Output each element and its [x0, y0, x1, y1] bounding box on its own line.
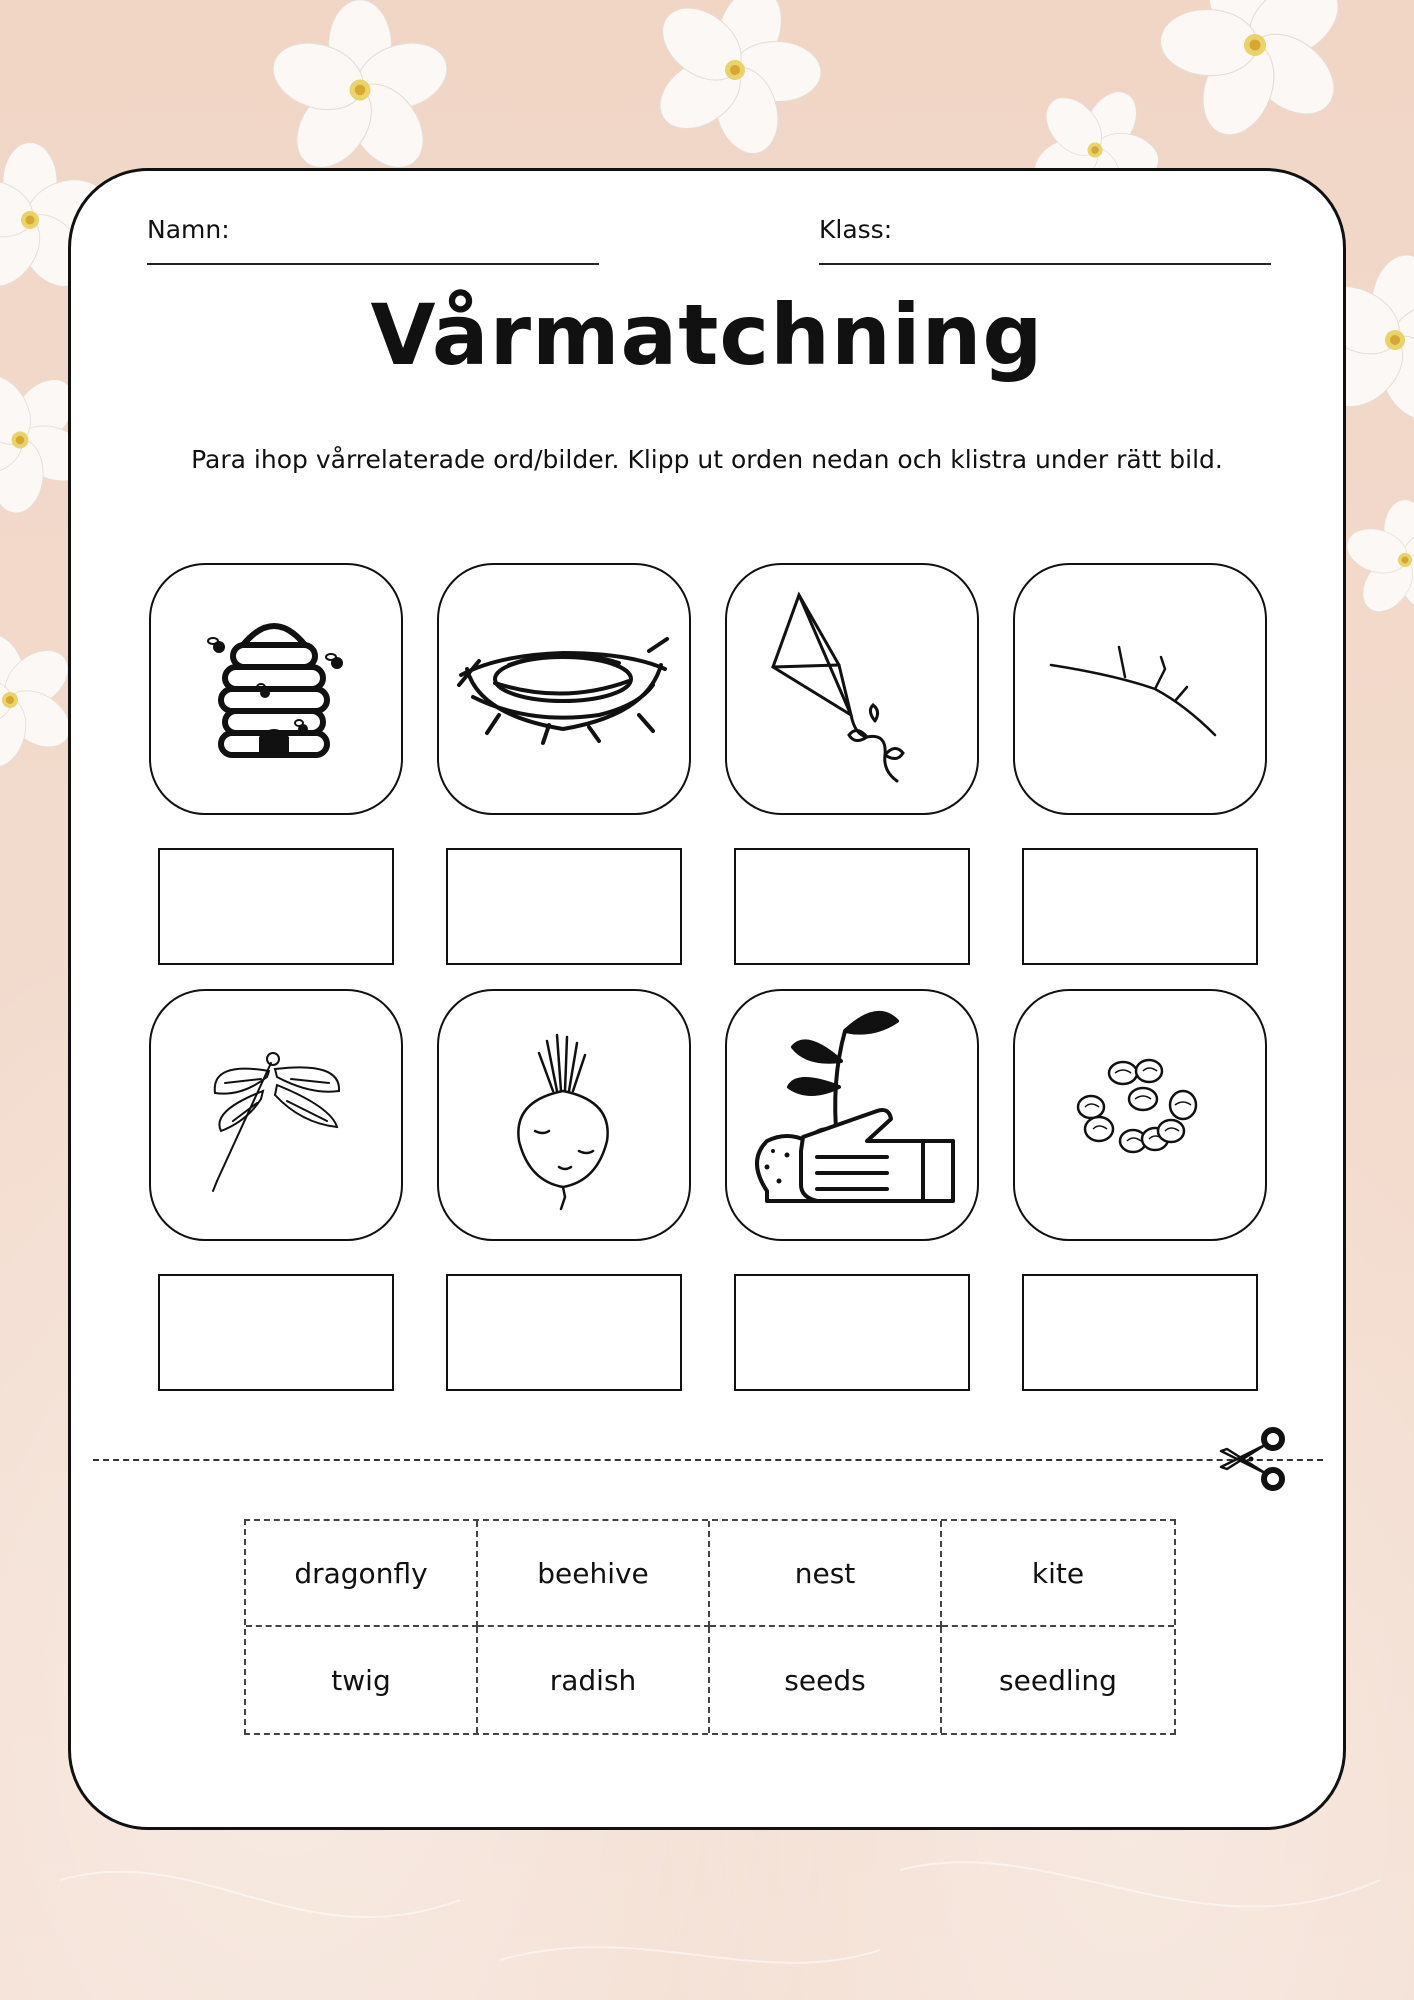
twig-icon — [1015, 565, 1265, 813]
picture-box — [1013, 989, 1267, 1241]
word-cutout[interactable]: kite — [942, 1521, 1174, 1627]
dragonfly-icon — [151, 991, 401, 1239]
word-cutout[interactable]: radish — [478, 1627, 710, 1733]
word-cutout[interactable]: seedling — [999, 1663, 1117, 1697]
answer-box[interactable] — [734, 1274, 970, 1391]
answer-box[interactable] — [158, 1274, 394, 1391]
answer-box[interactable] — [446, 1274, 682, 1391]
beehive-icon — [151, 565, 401, 813]
page-title: Vårmatchning — [370, 286, 1044, 384]
picture-box — [725, 563, 979, 815]
picture-box — [149, 563, 403, 815]
picture-box — [437, 989, 691, 1241]
worksheet-card — [68, 168, 1346, 1830]
name-label: Namn: — [147, 215, 230, 244]
word-cutout[interactable]: seeds — [710, 1627, 942, 1733]
kite-icon — [727, 565, 977, 813]
name-underline — [147, 263, 599, 265]
answer-box[interactable] — [1022, 1274, 1258, 1391]
picture-box — [725, 989, 979, 1241]
radish-icon — [439, 991, 689, 1239]
seeds-icon — [1015, 991, 1265, 1239]
seedling-icon — [727, 991, 977, 1239]
picture-box — [149, 989, 403, 1241]
name-field[interactable] — [147, 215, 599, 244]
word-cutout[interactable]: nest — [710, 1521, 942, 1627]
word-cutout[interactable]: twig — [246, 1627, 478, 1733]
answer-box[interactable] — [158, 848, 394, 965]
nest-icon — [439, 565, 689, 813]
answer-box[interactable] — [446, 848, 682, 965]
word-cutout[interactable]: dragonfly — [246, 1521, 478, 1627]
answer-box[interactable] — [734, 848, 970, 965]
class-underline — [819, 263, 1271, 265]
word-cutout[interactable]: beehive — [478, 1521, 710, 1627]
instructions-text: Para ihop vårrelaterade ord/bilder. Klipp ut orden nedan och klistra under rätt bild. — [191, 445, 1223, 474]
scissors-icon — [1217, 1427, 1287, 1491]
class-field[interactable] — [819, 215, 1271, 244]
class-label: Klass: — [819, 215, 893, 244]
answer-box[interactable] — [1022, 848, 1258, 965]
picture-box — [437, 563, 691, 815]
cut-line — [93, 1459, 1323, 1461]
word-cutout-grid — [244, 1519, 1176, 1735]
picture-box — [1013, 563, 1267, 815]
